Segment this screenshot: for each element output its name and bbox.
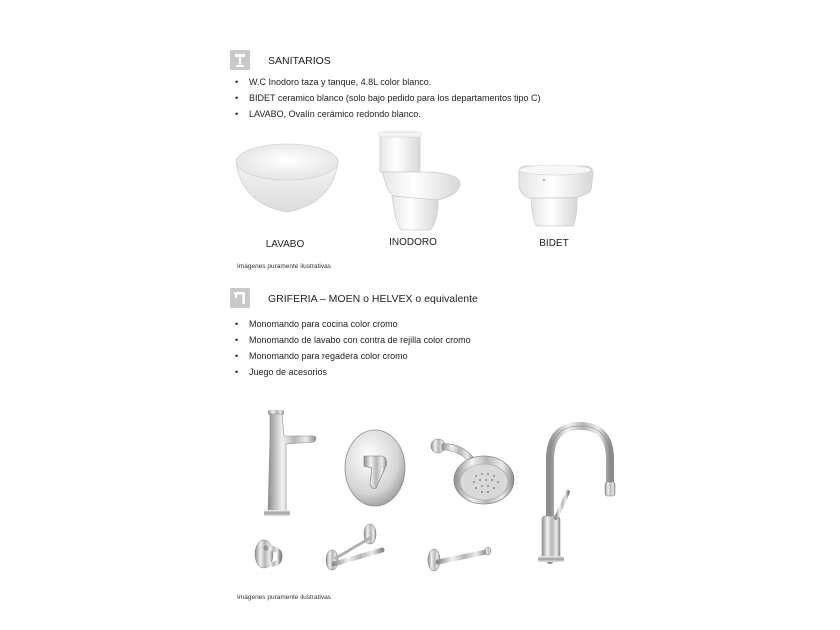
shower-head-image	[430, 432, 518, 508]
shower-mixer-image	[342, 428, 408, 510]
griferia-list	[235, 316, 471, 380]
disclaimer-note: Imágenes puramente ilustrativas	[237, 263, 331, 270]
paper-holder-image	[424, 538, 496, 578]
section-title-sanitarios: SANITARIOS	[268, 55, 331, 67]
toilet-icon	[230, 50, 250, 70]
list-item: • Juego de acesorios	[235, 364, 471, 380]
list-item: • W.C Inodoro taza y tanque, 4.8L color blanco.	[235, 74, 541, 90]
lavabo-image	[232, 138, 342, 218]
caption-lavabo: LAVABO	[265, 239, 305, 250]
inodoro-image	[372, 130, 467, 235]
section-title-griferia: GRIFERIA – MOEN o HELVEX o equivalente	[268, 293, 478, 305]
list-item: • BIDET ceramico blanco (solo bajo pedido para los departamentos tipo C)	[235, 90, 541, 106]
towel-bar-image	[322, 520, 390, 578]
bidet-image	[515, 160, 597, 232]
kitchen-faucet-image	[528, 420, 628, 570]
disclaimer-note: Imágenes puramente ilustrativas	[237, 594, 331, 601]
list-item: • Monomando para cocina color cromo	[235, 316, 471, 332]
list-item: • Monomando para regadera color cromo	[235, 348, 471, 364]
caption-bidet: BIDET	[539, 238, 569, 249]
caption-inodoro: INODORO	[389, 237, 437, 248]
list-item: • LAVABO, Ovalín cerámico redondo blanco.	[235, 106, 541, 122]
sanitarios-list	[235, 74, 541, 122]
robe-hook-image	[250, 534, 286, 574]
lavabo-faucet-image	[258, 408, 320, 520]
faucet-icon	[230, 288, 250, 308]
list-item: • Monomando de lavabo con contra de rejilla color cromo	[235, 332, 471, 348]
